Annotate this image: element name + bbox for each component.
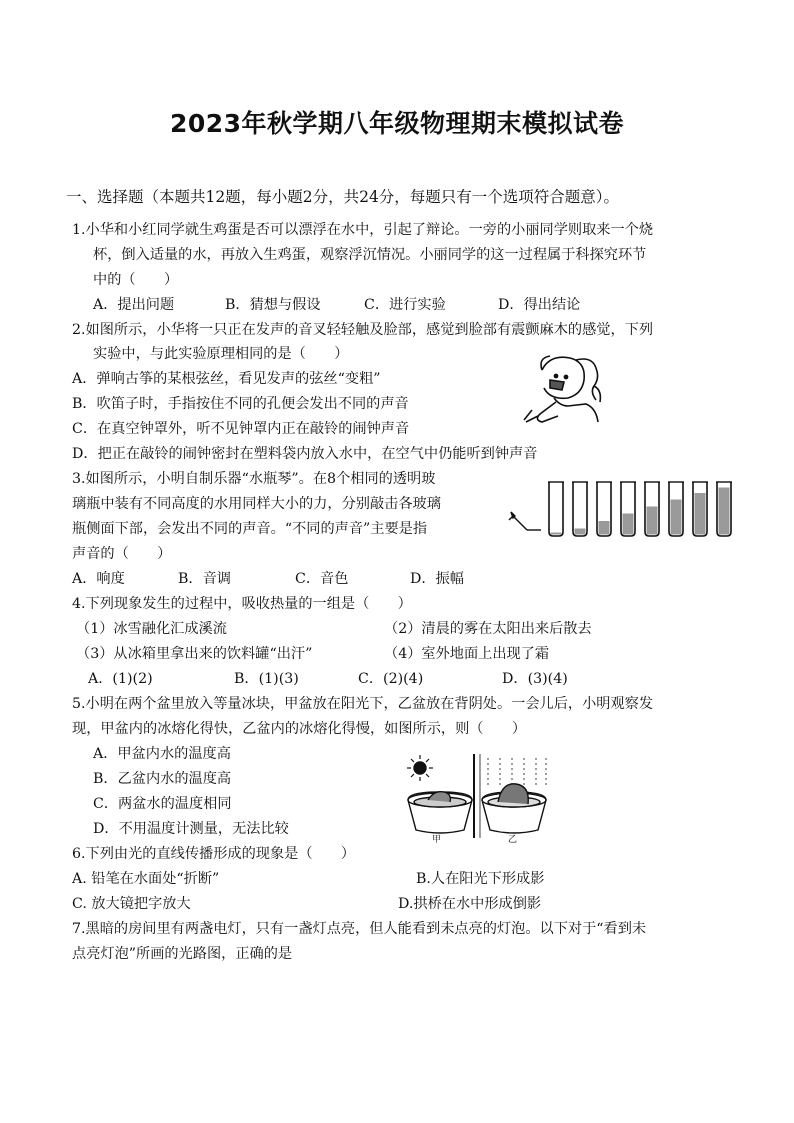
q4-option-c: C．(2)(4): [358, 671, 424, 687]
bottle-water: [671, 500, 682, 535]
q2-stem-line: 实验中，与此实验原理相同的是（ ）: [93, 346, 349, 362]
q7-stem-line: 7.黑暗的房间里有两盏电灯，只有一盏灯点亮，但人能看到未点亮的灯泡。以下对于“看到未: [72, 921, 647, 937]
section-heading: 一、选择题（本题共12题，每小题2分，共24分，每题只有一个选项符合题意）。: [66, 188, 620, 206]
q5-option-d: D．不用温度计测量，无法比较: [93, 821, 289, 837]
q6-option-a: A. 铅笔在水面处“折断”: [72, 871, 220, 887]
q6-stem: 6.下列由光的直线传播形成的现象是（ ）: [72, 846, 356, 862]
q2-stem-line: 2.如图所示，小华将一只正在发声的音叉轻轻触及脸部，感觉到脸部有震颤麻木的感觉，下列: [72, 322, 654, 338]
q2-option-c: C．在真空钟罩外，听不见钟罩内正在敲铃的闹钟声音: [72, 421, 410, 437]
q3-stem-line: 3.如图所示，小明自制乐器“水瓶琴”。在8个相同的透明玻: [72, 471, 436, 487]
q5-stem-line: 5.小明在两个盆里放入等量冰块，甲盆放在阳光下，乙盆放在背阴处。一会儿后，小明观察发: [72, 696, 654, 712]
q3-stem-line: 声音的（ ）: [72, 546, 172, 562]
bottle-water: [623, 514, 634, 535]
q1-stem-line: 中的（ ）: [93, 272, 179, 288]
page-title: 2023年秋学期八年级物理期末模拟试卷: [169, 109, 625, 138]
bottle-water: [695, 493, 706, 535]
q4-stem: 4.下列现象发生的过程中，吸收热量的一组是（ ）: [72, 596, 412, 612]
q3-option-d: D．振幅: [410, 571, 464, 587]
q1-stem-line: 杯，倒入适量的水，再放入生鸡蛋，观察浮沉情况。小丽同学的这一过程属于科探究环节: [93, 247, 647, 263]
q6-option-c: C. 放大镜把字放大: [72, 896, 191, 912]
q2-option-a: A．弹响古筝的某根弦丝，看见发声的弦丝“变粗”: [72, 371, 381, 387]
q4-item-1: （1）冰雪融化汇成溪流: [76, 621, 227, 637]
bottle-water: [647, 507, 658, 535]
girl-tuning-fork-figure: [520, 350, 610, 430]
basin-label-yi: 乙: [508, 835, 518, 844]
ice-basins-figure: [404, 752, 550, 844]
q3-option-c: C．音色: [295, 571, 349, 587]
bottle-water: [551, 533, 562, 535]
water-bottles-figure: [505, 476, 760, 542]
q3-stem-line: 瓶侧面下部，会发出不同的声音。“不同的声音”主要是指: [72, 521, 428, 537]
q2-option-b: B．吹笛子时，手指按住不同的孔便会发出不同的声音: [72, 396, 409, 412]
q5-option-b: B．乙盆内水的温度高: [93, 771, 232, 787]
q4-item-2: （2）清晨的雾在太阳出来后散去: [384, 621, 592, 637]
bottle-water: [599, 521, 610, 535]
q5-option-c: C．两盆水的温度相同: [93, 796, 232, 812]
q6-option-d: D.拱桥在水中形成倒影: [398, 896, 542, 912]
q5-option-a: A．甲盆内水的温度高: [93, 746, 231, 762]
q4-item-4: （4）室外地面上出现了霜: [384, 646, 550, 662]
bottle: [573, 482, 587, 536]
q3-option-a: A．响度: [72, 571, 125, 587]
q3-stem-line: 璃瓶中装有不同高度的水用同样大小的力，分别敲击各玻璃: [72, 496, 441, 512]
q2-option-d: D．把正在敲铃的闹钟密封在塑料袋内放入水中，在空气中仍能听到钟声音: [72, 446, 538, 462]
q1-option-c: C．进行实验: [364, 297, 446, 313]
q7-stem-line: 点亮灯泡”所画的光路图，正确的是: [72, 946, 293, 962]
q6-option-b: B.人在阳光下形成影: [416, 871, 545, 887]
q1-option-a: A．提出问题: [93, 297, 175, 313]
bottle-water: [575, 529, 586, 535]
q4-option-a: A．(1)(2): [88, 671, 153, 687]
q4-option-d: D．(3)(4): [502, 671, 568, 687]
q5-stem-line: 现，甲盆内的冰熔化得快，乙盆内的冰熔化得慢，如图所示，则（ ）: [72, 721, 527, 737]
q4-item-3: （3）从冰箱里拿出来的饮料罐“出汗”: [76, 646, 313, 662]
bottle-water: [719, 488, 730, 535]
basin-label-jia: 甲: [432, 835, 442, 844]
q1-option-d: D．得出结论: [498, 297, 581, 313]
q1-option-b: B．猜想与假设: [225, 297, 321, 313]
q1-stem-line: 1.小华和小红同学就生鸡蛋是否可以漂浮在水中，引起了辩论。一旁的小丽同学则取来一个烧: [72, 222, 654, 238]
q4-option-b: B．(1)(3): [234, 671, 299, 687]
bottle: [549, 482, 563, 536]
q3-option-b: B．音调: [178, 571, 231, 587]
